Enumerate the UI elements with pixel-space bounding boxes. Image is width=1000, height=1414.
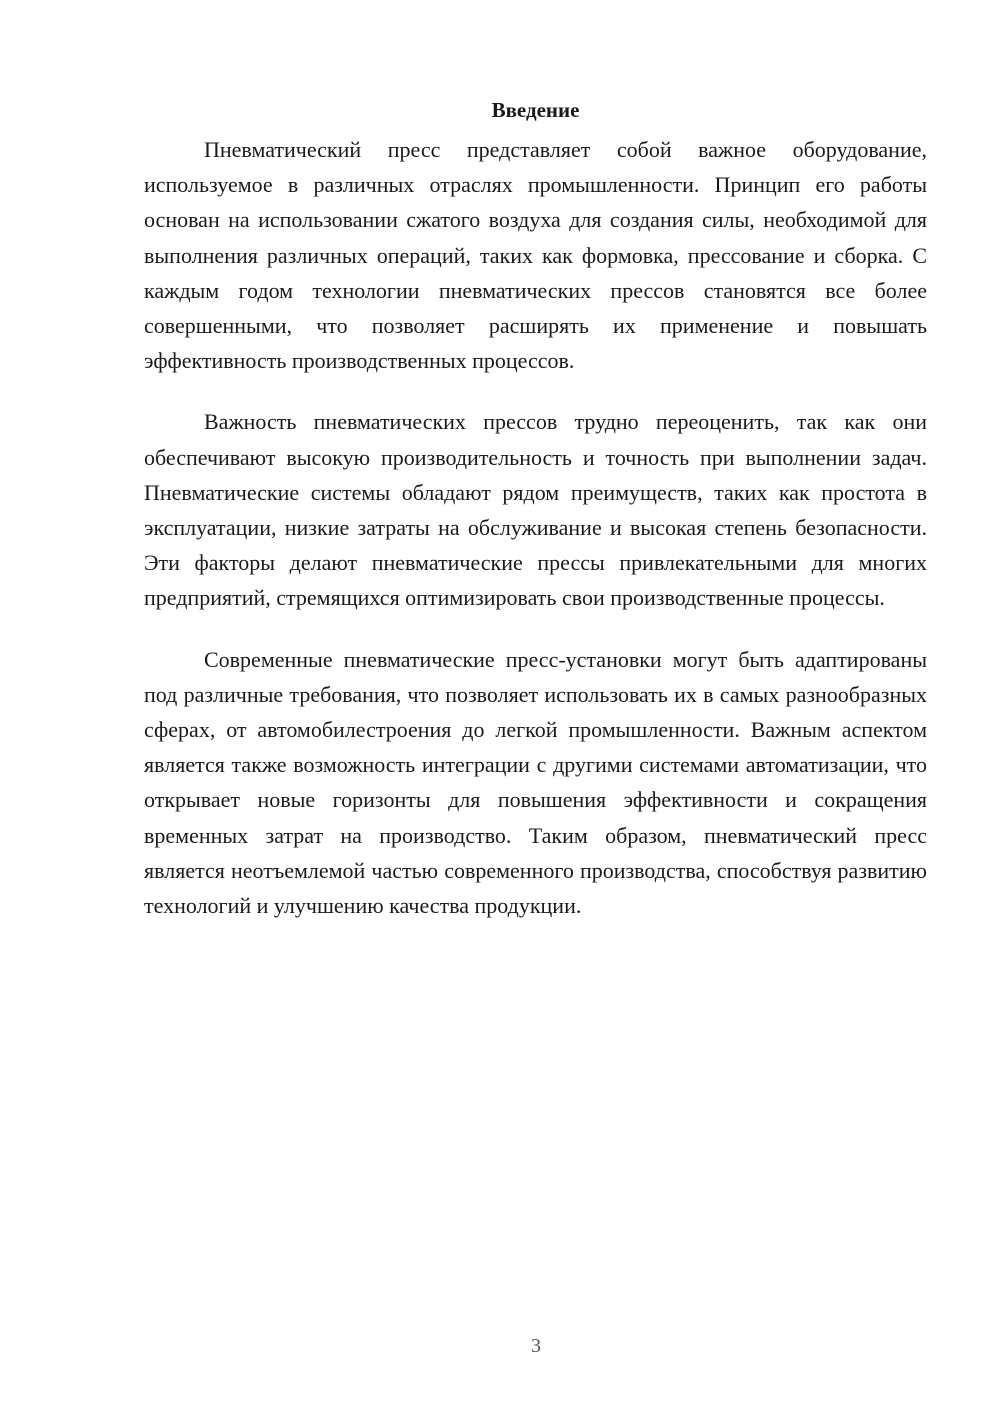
paragraph-modern-installations: Современные пневматические пресс-установки могут быть адаптированы под различные требования, что позволяет использовать их в самых разнообразных сферах, от автомобилестроения до легкой промышленности. Важным аспектом является также возможность интеграции с другими системами автоматизации, что открывает новые горизонты для повышения эффективности и сокращения временных затрат на производство. Таким образом, пневматический пресс является неотъемлемой частью современного производства, способствуя развитию технологий и улучшению качества продукции. — [144, 646, 927, 919]
page-content — [144, 92, 927, 949]
paragraph-introduction: Пневматический пресс представляет собой важное оборудование, используемое в различных отраслях промышленности. Принцип его работы основан на использовании сжатого воздуха для создания силы, необходимой для выполнения различных операций, таких как формовка, прессование и сборка. С каждым годом технологии пневматических прессов становятся все более совершенными, что позволяет расширять их применение и повышать эффективность производственных процессов. — [144, 137, 927, 374]
page-number: 3 — [531, 1335, 541, 1357]
section-title: Введение — [491, 98, 580, 122]
paragraph-importance: Важность пневматических прессов трудно переоценить, так как они обеспечивают высокую производительность и точность при выполнении задач. Пневматические системы обладают рядом преимуществ, таких как простота в эксплуатации, низкие затраты на обслуживание и высокая степень безопасности. Эти факторы делают пневматические прессы привлекательными для многих предприятий, стремящихся оптимизировать свои производственные процессы. — [144, 409, 927, 611]
